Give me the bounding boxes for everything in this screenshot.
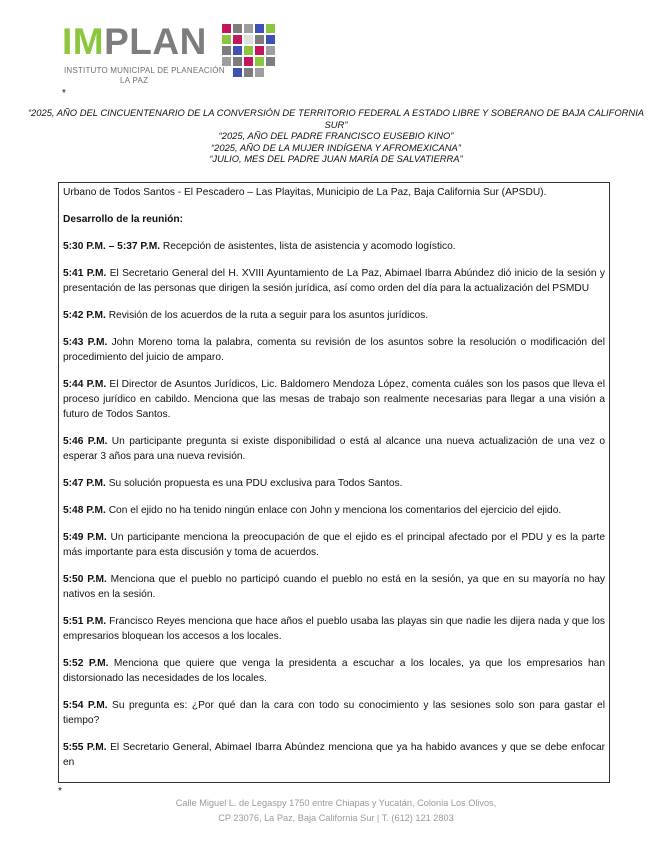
entry-time: 5:41 P.M. bbox=[63, 268, 107, 279]
header-marker: * bbox=[62, 88, 66, 99]
minute-entry bbox=[63, 614, 605, 644]
implan-logo bbox=[62, 22, 292, 84]
minute-entry bbox=[63, 740, 605, 770]
header-mottos bbox=[20, 107, 652, 165]
entry-text: El Director de Asuntos Jurídicos, Lic. Baldomero Mendoza López, comenta cuáles son los pasos que lleva el proceso jurídico en cabildo. Menciona que las mesas de trabajo son realmente necesarias para llegar a una visión a futuro de Todos Santos. bbox=[63, 379, 605, 420]
minute-entry bbox=[63, 476, 605, 491]
footer-address-line2: CP 23076, La Paz, Baja California Sur | T. (612) 121 2803 bbox=[218, 813, 454, 823]
entry-text: Recepción de asistentes, lista de asistencia y acomodo logístico. bbox=[160, 241, 456, 252]
entry-text: Francisco Reyes menciona que hace años el pueblo usaba las playas sin que nadie les dijera nada y que los empresarios bloquean los accesos a los locales. bbox=[63, 616, 605, 642]
motto-line: “2025, AÑO DEL CINCUENTENARIO DE LA CONVERSIÓN DE TERRITORIO FEDERAL A ESTADO LIBRE Y SOBERANO DE BAJA CALIFORNIA SUR” bbox=[27, 107, 645, 130]
meeting-minutes-box bbox=[58, 182, 610, 783]
entry-time: 5:42 P.M. bbox=[63, 310, 106, 321]
minute-entry bbox=[63, 656, 605, 686]
logo-grid-icon bbox=[222, 22, 280, 78]
logo-subtitle: INSTITUTO MUNICIPAL DE PLANEACIÓN bbox=[64, 66, 225, 75]
entry-time: 5:30 P.M. – 5:37 P.M. bbox=[63, 241, 161, 252]
logo-wordmark: IMPLAN bbox=[62, 21, 207, 62]
entry-time: 5:51 P.M. bbox=[63, 616, 107, 627]
entry-time: 5:47 P.M. bbox=[63, 478, 106, 489]
entry-time: 5:50 P.M. bbox=[63, 574, 107, 585]
minute-entry bbox=[63, 266, 605, 296]
entry-time: 5:44 P.M. bbox=[63, 379, 107, 390]
entry-time: 5:49 P.M. bbox=[63, 532, 107, 543]
minute-entry bbox=[63, 503, 605, 518]
motto-line: “JULIO, MES DEL PADRE JUAN MARÍA DE SALVATIERRA” bbox=[209, 153, 463, 164]
motto-line: “2025, AÑO DEL PADRE FRANCISCO EUSEBIO KINO” bbox=[218, 130, 454, 141]
motto-line: “2025, AÑO DE LA MUJER INDÍGENA Y AFROMEXICANA” bbox=[211, 141, 461, 153]
entry-text: Un participante pregunta si existe disponibilidad o está al alcance una nueva actualización de una vez o esperar 3 años para una nueva revisión. bbox=[63, 436, 605, 462]
entry-text: El Secretario General, Abimael Ibarra Abúndez menciona que ya ha habido avances y que se debe enfocar en bbox=[63, 742, 605, 768]
entry-text: Su pregunta es: ¿Por qué dan la cara con todo su conocimiento y las sesiones solo son para gastar el tiempo? bbox=[63, 700, 605, 726]
minute-entry bbox=[63, 698, 605, 728]
minute-entry bbox=[63, 377, 605, 422]
entry-time: 5:54 P.M. bbox=[63, 700, 108, 711]
footer-marker: * bbox=[58, 786, 62, 797]
entry-time: 5:48 P.M. bbox=[63, 505, 106, 516]
entry-text: El Secretario General del H. XVIII Ayuntamiento de La Paz, Abimael Ibarra Abúndez dió inicio de la sesión y presentación de las personas que dirigen la sesión jurídica, así como orden del día para la actualización del PSMDU bbox=[63, 268, 605, 294]
entry-text: John Moreno toma la palabra, comenta su revisión de los asuntos sobre la resolución o modificación del procedimiento del juicio de amparo. bbox=[63, 337, 605, 363]
minute-entry bbox=[63, 335, 605, 365]
entry-time: 5:52 P.M. bbox=[63, 658, 109, 669]
entry-time: 5:43 P.M. bbox=[63, 337, 108, 348]
entry-time: 5:46 P.M. bbox=[63, 436, 108, 447]
minute-entry bbox=[63, 572, 605, 602]
entry-time: 5:55 P.M. bbox=[63, 742, 107, 753]
entry-text: Un participante menciona la preocupación de que el ejido es el principal afectado por el PDU y es la parte más importante para esta discusión y toma de acuerdos. bbox=[63, 532, 605, 558]
minute-entry bbox=[63, 530, 605, 560]
footer-address-line1: Calle Miguel L. de Legaspy 1750 entre Chiapas y Yucatán, Colonia Los Olivos, bbox=[175, 798, 497, 808]
minute-entry bbox=[63, 239, 605, 254]
minute-entry bbox=[63, 434, 605, 464]
logo-city: LA PAZ bbox=[120, 76, 149, 85]
entry-text: Su solución propuesta es una PDU exclusiva para Todos Santos. bbox=[105, 478, 403, 489]
minute-entry bbox=[63, 308, 605, 323]
entry-text: Revisión de los acuerdos de la ruta a seguir para los asuntos jurídicos. bbox=[105, 310, 429, 321]
entry-text: Con el ejido no ha tenido ningún enlace con John y menciona los comentarios del ejercicio del ejido. bbox=[105, 505, 562, 516]
intro-text: Urbano de Todos Santos - El Pescadero – Las Playitas, Municipio de La Paz, Baja California Sur (APSDU). bbox=[63, 187, 547, 198]
entry-text: Menciona que quiere que venga la presidenta a escuchar a los locales, ya que los empresarios han distorsionado las necesidades de los locales. bbox=[63, 658, 605, 684]
entry-text: Menciona que el pueblo no participó cuando el pueblo no está en la sesión, ya que en su mayoría no hay nativos en la sesión. bbox=[63, 574, 605, 600]
section-heading: Desarrollo de la reunión: bbox=[63, 214, 184, 225]
